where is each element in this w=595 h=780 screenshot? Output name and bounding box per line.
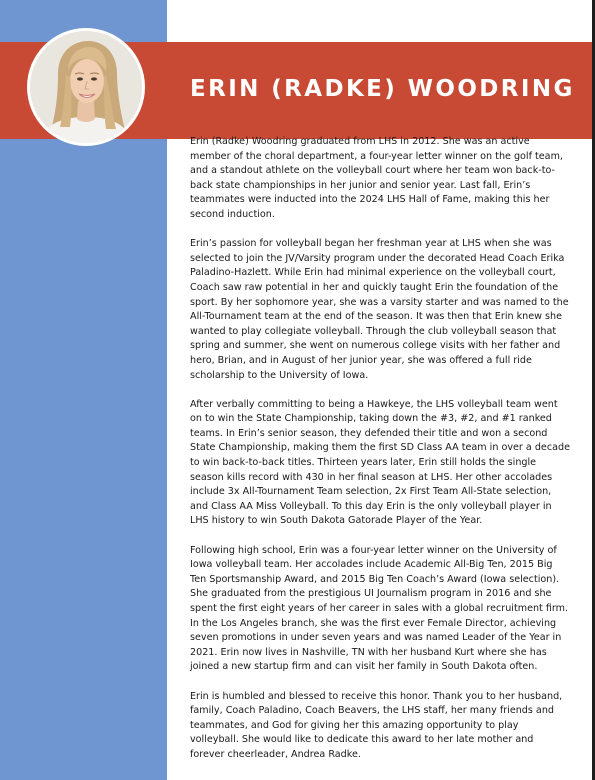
honoree-portrait bbox=[30, 31, 142, 143]
bio-paragraph: Erin is humbled and blessed to receive this honor. Thank you to her husband, family, Coach Paladino, Coach Beavers, the LHS staff, her many friends and teammates, and God for giving her this amazing opportunity to play volleyball. She would like to dedicate this award to her late mother and forever cheerleader, Andrea Radke. bbox=[190, 690, 563, 760]
biography bbox=[190, 135, 570, 777]
bio-paragraph: Erin (Radke) Woodring graduated from LHS in 2012. She was an active member of the choral department, a four-year letter winner on the golf team, and a standout athlete on the volleyball court where her team won back-to-back state championships in her junior and senior year. Last fall, Erin’s teammates were inducted into the 2024 LHS Hall of Fame, making this her second induction. bbox=[190, 136, 563, 220]
bio-paragraph: Following high school, Erin was a four-year letter winner on the University of Iowa volleyball team. Her accolades include Academic All-Big Ten, 2015 Big Ten Sportsmanship Award, and 2015 Big Ten Coach’s Award (Iowa selection). She graduated from the prestigious UI Journalism program in 2016 and she spent the first eight years of her career in sales with a global recruitment firm. In the Los Angeles branch, she was the first ever Female Director, achieving seven promotions in under seven years and was named Leader of the Year in 2021. Erin now lives in Nashville, TN with her husband Kurt where she has joined a new startup firm and can visit her family in South Dakota often. bbox=[190, 544, 569, 673]
bio-paragraph: After verbally committing to being a Hawkeye, the LHS volleyball team went on to win the State Championship, taking down the #3, #2, and #1 ranked teams. In Erin’s senior season, they defended their title and won a second State Championship, making them the first SD Class AA team in over a decade to win back-to-back titles. Thirteen years later, Erin still holds the single season kills record with 430 in her final season at LHS. Her other accolades include 3x All-Tournament Team selection, 2x First Team All-State selection, and Class AA Miss Volleyball. To this day Erin is the only volleyball player in LHS history to win South Dakota Gatorade Player of the Year. bbox=[190, 398, 570, 527]
honoree-name: ERIN (RADKE) WOODRING bbox=[190, 76, 575, 102]
portrait-illustration bbox=[30, 31, 142, 143]
bio-paragraph: Erin’s passion for volleyball began her freshman year at LHS when she was selected to join the JV/Varsity program under the decorated Head Coach Erika Paladino-Hazlett. While Erin had minimal experience on the volleyball court, Coach saw raw potential in her and quickly taught Erin the foundation of the sport. By her sophomore year, she was a varsity starter and was named to the All-Tournament team at the end of the season. It was then that Erin knew she wanted to play collegiate volleyball. Through the club volleyball season that spring and summer, she went on numerous college visits with her father and hero, Brian, and in August of her junior year, she was offered a full ride scholarship to the University of Iowa. bbox=[190, 238, 569, 381]
